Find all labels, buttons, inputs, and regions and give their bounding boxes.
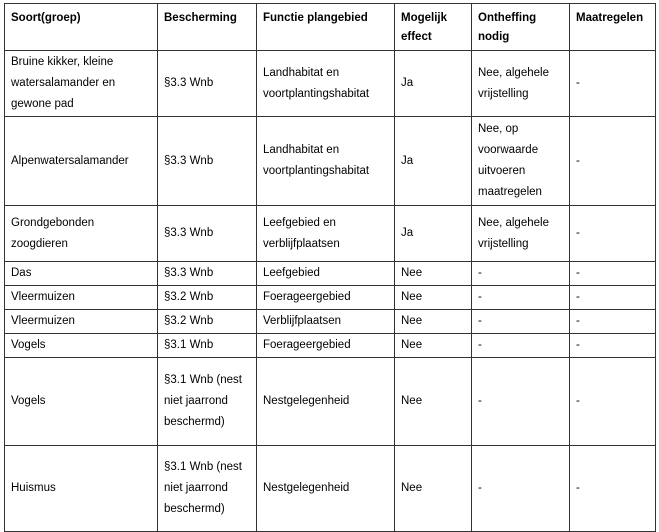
cell-functie: Foerageergebied <box>257 334 395 358</box>
table-row <box>5 262 656 286</box>
cell-maatregelen: - <box>570 310 656 334</box>
header-mogelijk-effect: Mogelijk effect <box>395 4 472 51</box>
cell-maatregelen: - <box>570 117 656 206</box>
cell-functie: Nestgelegenheid <box>257 446 395 532</box>
cell-maatregelen: - <box>570 51 656 117</box>
cell-ontheffing: - <box>472 446 570 532</box>
cell-maatregelen: - <box>570 206 656 262</box>
cell-effect: Ja <box>395 117 472 206</box>
cell-soortgroep: Das <box>5 262 158 286</box>
header-functie-plangebied: Functie plangebied <box>257 4 395 51</box>
cell-ontheffing: - <box>472 310 570 334</box>
cell-ontheffing: Nee, algehele vrijstelling <box>472 51 570 117</box>
cell-soortgroep: Alpenwatersalamander <box>5 117 158 206</box>
cell-functie: Foerageergebied <box>257 286 395 310</box>
cell-effect: Nee <box>395 262 472 286</box>
cell-functie: Leefgebied en verblijfplaatsen <box>257 206 395 262</box>
cell-effect: Ja <box>395 51 472 117</box>
cell-bescherming: §3.3 Wnb <box>158 206 257 262</box>
cell-soortgroep: Vogels <box>5 358 158 446</box>
cell-ontheffing: - <box>472 358 570 446</box>
header-maatregelen: Maatregelen <box>570 4 656 51</box>
cell-bescherming: §3.1 Wnb (nest niet jaarrond beschermd) <box>158 446 257 532</box>
cell-soortgroep: Vleermuizen <box>5 286 158 310</box>
table-row <box>5 286 656 310</box>
cell-maatregelen: - <box>570 334 656 358</box>
cell-ontheffing: - <box>472 286 570 310</box>
cell-functie: Nestgelegenheid <box>257 358 395 446</box>
cell-functie: Landhabitat en voortplantingshabitat <box>257 51 395 117</box>
cell-bescherming: §3.3 Wnb <box>158 262 257 286</box>
header-ontheffing-nodig: Ontheffing nodig <box>472 4 570 51</box>
cell-bescherming: §3.1 Wnb <box>158 334 257 358</box>
species-protection-table <box>4 3 656 532</box>
cell-effect: Nee <box>395 446 472 532</box>
cell-soortgroep: Grondgebonden zoogdieren <box>5 206 158 262</box>
cell-ontheffing: Nee, op voorwaarde uitvoeren maatregelen <box>472 117 570 206</box>
cell-ontheffing: - <box>472 334 570 358</box>
cell-soortgroep: Vleermuizen <box>5 310 158 334</box>
cell-bescherming: §3.3 Wnb <box>158 51 257 117</box>
table-row <box>5 358 656 446</box>
cell-effect: Nee <box>395 310 472 334</box>
cell-bescherming: §3.2 Wnb <box>158 310 257 334</box>
cell-bescherming: §3.1 Wnb (nest niet jaarrond beschermd) <box>158 358 257 446</box>
cell-ontheffing: - <box>472 262 570 286</box>
cell-effect: Nee <box>395 358 472 446</box>
cell-maatregelen: - <box>570 262 656 286</box>
table-header-row <box>5 4 656 51</box>
cell-functie: Leefgebied <box>257 262 395 286</box>
cell-soortgroep: Vogels <box>5 334 158 358</box>
cell-effect: Nee <box>395 286 472 310</box>
cell-effect: Nee <box>395 334 472 358</box>
cell-maatregelen: - <box>570 286 656 310</box>
cell-effect: Ja <box>395 206 472 262</box>
header-soortgroep: Soort(groep) <box>5 4 158 51</box>
cell-maatregelen: - <box>570 446 656 532</box>
cell-soortgroep: Bruine kikker, kleine watersalamander en gewone pad <box>5 51 158 117</box>
table-row <box>5 206 656 262</box>
header-bescherming: Bescherming <box>158 4 257 51</box>
cell-functie: Landhabitat en voortplantingshabitat <box>257 117 395 206</box>
cell-ontheffing: Nee, algehele vrijstelling <box>472 206 570 262</box>
table-row <box>5 334 656 358</box>
table-row <box>5 51 656 117</box>
table-row <box>5 446 656 532</box>
cell-soortgroep: Huismus <box>5 446 158 532</box>
table-row <box>5 117 656 206</box>
table-row <box>5 310 656 334</box>
cell-bescherming: §3.2 Wnb <box>158 286 257 310</box>
cell-bescherming: §3.3 Wnb <box>158 117 257 206</box>
cell-functie: Verblijfplaatsen <box>257 310 395 334</box>
cell-maatregelen: - <box>570 358 656 446</box>
